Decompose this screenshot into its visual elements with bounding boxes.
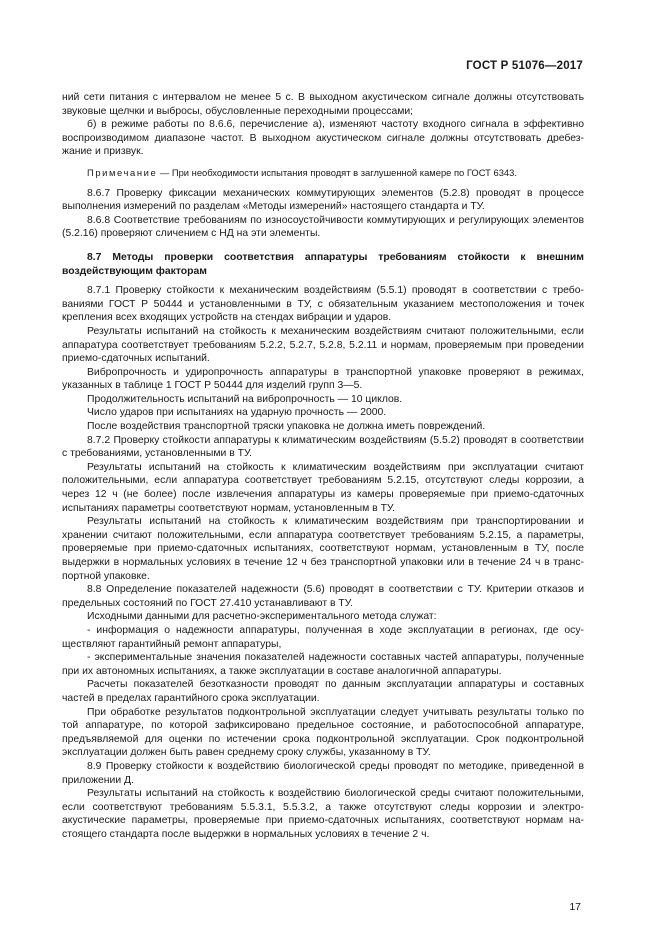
paragraph: После воздействия транспортной тряски упаковка не должна иметь повреждений. <box>87 421 486 433</box>
paragraph: Результаты испытаний на стойкость к механическим воздействиям считают положительными, если аппаратура соответствует требованиям 5.2.2, 5.2.7, 5.2.8, 5.2.11 и нормам, проверяемым при проведении приемо-сдаточных испытаний. <box>62 325 584 365</box>
section-heading: 8.7 Методы проверки соответствия аппаратуры требованиям стойкости к внешним воздействующим факторам <box>62 251 584 277</box>
paragraph: Расчеты показателей безотказности проводят по данным эксплуатации аппаратуры и составных частей в пределах гарантийного срока эксплуатации. <box>62 679 584 704</box>
paragraph: ний сети питания с интервалом не менее 5 с. В выходном акустическом сигнале должны отсутствовать звуковые щелчки и выбросы, обусловленные переходными процессами; <box>62 92 584 117</box>
page-body <box>62 91 584 841</box>
paragraph: Результаты испытаний на стойкость к воздействию биологической среды считают положительными, если соответствуют требованиям 5.5.3.1, 5.5.3.2, а также отсутствуют следы коррозии и электроакустические параметры, проверяемые при приемо-сдаточных испытаниях, соответствуют нормам настоящего стандарта после выдержки в нормальных условиях в течение 2 ч. <box>62 788 584 840</box>
paragraph: 8.7.1 Проверку стойкости к механическим воздействиям (5.5.1) проводят в соответствии с требованиями ГОСТ Р 50444 и установленными в ТУ, с обязательным указанием местоположения и точек крепления всех входящих устройств на стендах вибрации и ударов. <box>62 285 584 324</box>
page-number: 17 <box>569 901 581 913</box>
paragraph: 8.6.7 Проверку фиксации механических коммутирующих элементов (5.2.8) проводят в процессе выполнения измерений по разделам «Методы измерений» настоящего стандарта и ТУ. <box>62 187 584 213</box>
note-label: Примечание <box>87 166 158 178</box>
paragraph: Результаты испытаний на стойкость к климатическим воздействиям при транспортировании и хранении считают положительными, если аппаратура соответствует требованиям 5.2.15, а параметры, проверяемые при приемо-сдаточных испытаниях, соответствуют нормам, установленным в ТУ, после выдержки в нормальных условиях в течение 12 ч без транспортной упаковки или в течение 24 ч в транспортной упаковке. <box>62 516 584 582</box>
paragraph: Результаты испытаний на стойкость к климатическим воздействиям при эксплуатации считают положительными, если аппаратура соответствует требованиям 5.2.15, отсутствуют следы коррозии, а через 12 ч (не более) после извлечения аппаратуры из камеры проверяемые при приемо-сдаточных испытаниях параметры соответствуют нормам, установленным в ТУ. <box>62 461 584 514</box>
paragraph: Исходными данными для расчетно-экспериментального метода служат: <box>87 611 437 623</box>
paragraph: 8.8 Определение показателей надежности (5.6) проводят в соответствии с ТУ. Критерии отказов и предельных состояний по ГОСТ 27.410 устанавливают в ТУ. <box>62 584 584 609</box>
list-item: - экспериментальные значения показателей надежности составных частей аппаратуры, полученные при их автономных испытаниях, а также эксплуатации в составе аналогичной аппаратуры. <box>62 652 584 677</box>
paragraph: 8.7.2 Проверку стойкости аппаратуры к климатическим воздействиям (5.5.2) проводят в соответствии с требованиями, установленными в ТУ. <box>62 434 584 460</box>
paragraph: 8.9 Проверку стойкости к воздействию биологической среды проводят по методике, приведенной в приложении Д. <box>62 760 584 786</box>
paragraph: Вибропрочность и удиропрочность аппаратуры в транспортной упаковке проверяют в режимах, указанных в таблице 1 ГОСТ Р 50444 для изделий групп 3—5. <box>62 366 584 392</box>
paragraph: Число ударов при испытаниях на ударную прочность — 2000. <box>87 407 387 419</box>
paragraph: б) в режиме работы по 8.6.6, перечисление а), изменяют частоту входного сигнала в эффективно воспроизводимом диапазоне частот. В выходном акустическом сигнале должны отсутствовать дребезжание и призвук. <box>62 119 584 158</box>
paragraph: При обработке результатов подконтрольной эксплуатации следует учитывать результаты только по той аппаратуре, по которой зафиксировано предельное состояние, и работоспособной аппаратуре, предъявляемой для оценки по истечении срока подконтрольной эксплуатации. Срок подконтрольной эксплуатации должен быть равен среднему сроку службы, указанному в ТУ. <box>62 706 584 759</box>
note <box>62 166 584 180</box>
document-header: ГОСТ Р 51076—2017 <box>466 60 583 72</box>
paragraph: 8.6.8 Соответствие требованиям по износоустойчивости коммутирующих и регулирующих элементов (5.2.16) проверяют сличением с НД на эти элементы. <box>62 214 584 240</box>
note-text: — При необходимости испытания проводят в заглушенной камере по ГОСТ 6343. <box>157 166 517 178</box>
paragraph: Продолжительность испытаний на вибропрочность — 10 циклов. <box>87 393 403 405</box>
list-item: - информация о надежности аппаратуры, полученная в ходе эксплуатации в регионах, где осуществляют гарантийный ремонт аппаратуры, <box>62 624 584 650</box>
